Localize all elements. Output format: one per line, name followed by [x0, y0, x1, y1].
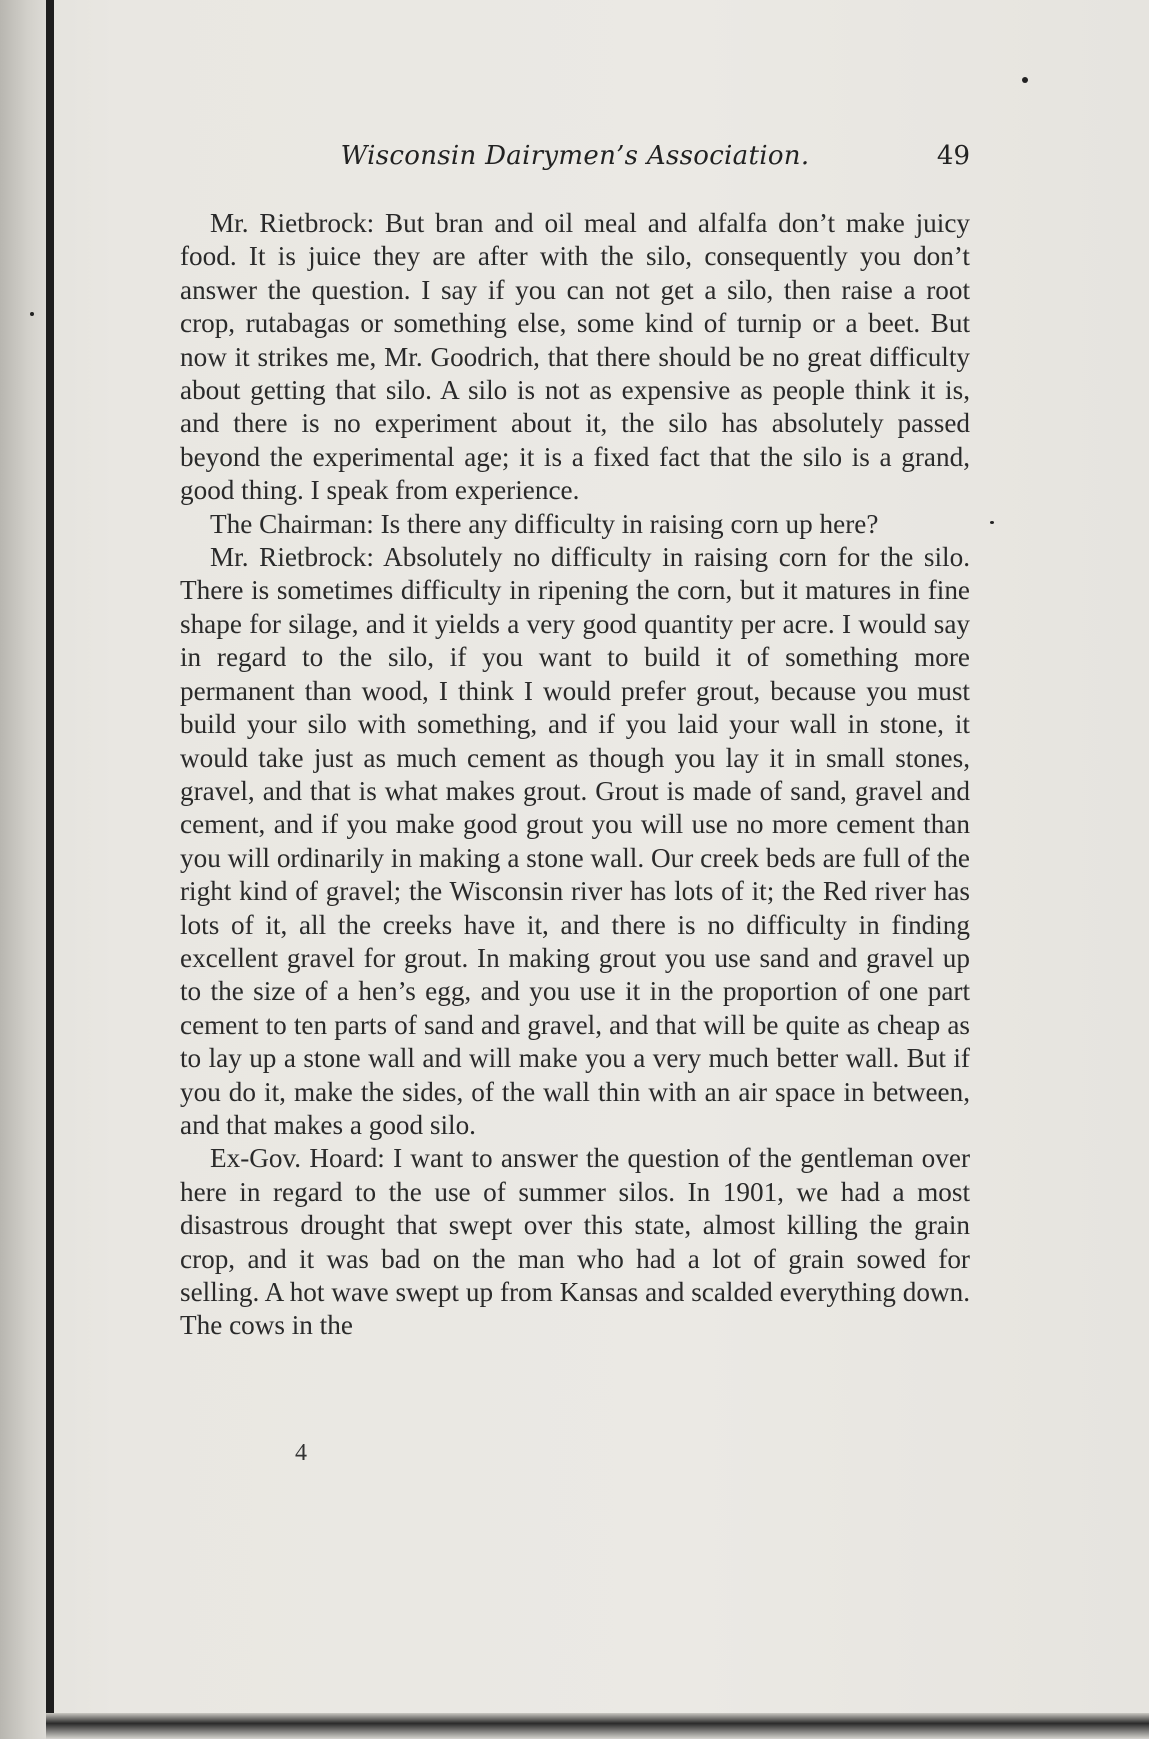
- paragraph: Mr. Rietbrock: Absolutely no difficulty in raising corn for the silo. There is sometimes difficulty in ripening the corn, but it matures in fine shape for silage, and it yields a very good quantity per acre. I would say in regard to the silo, if you want to build it of something more permanent than wood, I think I would prefer grout, because you must build your silo with something, and if you laid your wall in stone, it would take just as much cement as though you lay it in small stones, gravel, and that is what makes grout. Grout is made of sand, gravel and cement, and if you make good grout you will use no more cement than you will ordinarily in making a stone wall. Our creek beds are full of the right kind of gravel; the Wisconsin river has lots of it; the Red river has lots of it, all the creeks have it, and there is no difficulty in finding excellent gravel for grout. In making grout you use sand and gravel up to the size of a hen’s egg, and you use it in the proportion of one part cement to ten parts of sand and gravel, and that will be quite as cheap as to lay up a stone wall and will make you a very much better wall. But if you do it, make the sides, of the wall thin with an air space in between, and that makes a good silo.: [180, 542, 970, 1140]
- binding-shadow: [46, 0, 54, 1739]
- paragraph: Mr. Rietbrock: But bran and oil meal and alfalfa don’t make juicy food. It is juice they are after with the silo, consequently you don’t answer the question. I say if you can not get a silo, then raise a root crop, rutabagas or something else, some kind of turnip or a beet. But now it strikes me, Mr. Goodrich, that there should be no great difficulty about getting that silo. A silo is not as expensive as people think it is, and there is no experiment about it, the silo has absolutely passed beyond the experimental age; it is a fixed fact that the silo is a grand, good thing. I speak from experience.: [180, 208, 970, 506]
- ink-speck: [30, 312, 34, 316]
- page-number: 49: [936, 141, 970, 171]
- ink-speck: [990, 521, 994, 524]
- page-bottom-edge: [46, 1713, 1149, 1739]
- body-text: [180, 207, 970, 1343]
- running-head: Wisconsin Dairymen’s Association.: [340, 141, 810, 171]
- ink-speck: [1022, 77, 1028, 83]
- page-header: [180, 141, 970, 181]
- page-gutter: [0, 0, 46, 1739]
- signature-mark: 4: [295, 1440, 307, 1466]
- paragraph: Ex-Gov. Hoard: I want to answer the question of the gentleman over here in regard to the use of summer silos. In 1901, we had a most disastrous drought that swept over this state, almost killing the grain crop, and it was bad on the man who had a lot of grain sowed for selling. A hot wave swept up from Kansas and scalded everything down. The cows in the: [180, 1143, 970, 1341]
- paragraph: The Chairman: Is there any difficulty in raising corn up here?: [210, 508, 879, 539]
